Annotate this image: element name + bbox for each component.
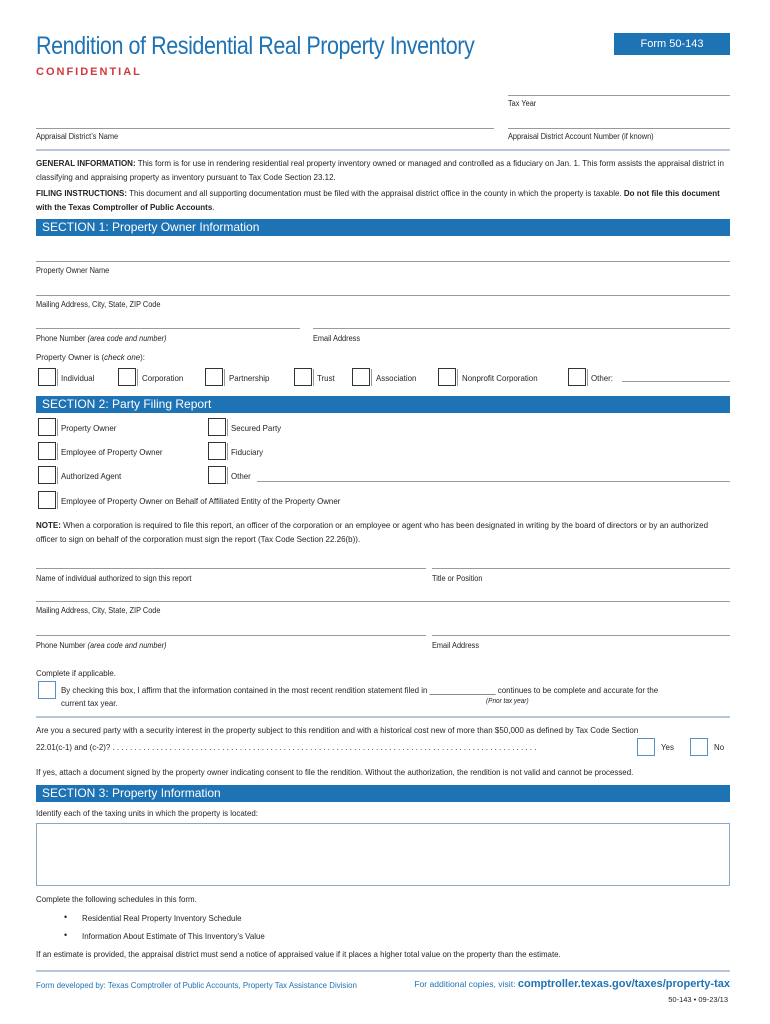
checkbox-other-party[interactable]: [208, 466, 226, 484]
option-fiduciary: Fiduciary: [231, 447, 264, 457]
option-authorized-agent: Authorized Agent: [61, 471, 122, 481]
corporation-note: [36, 518, 729, 546]
account-number-line[interactable]: [508, 128, 730, 129]
secured-question-line1: Are you a secured party with a security interest in the property subject to this rendition and with a historical cost new of more than $50,000 as defined by Tax Code Section: [36, 725, 639, 735]
bullet-icon: •: [64, 930, 68, 940]
section1-header: SECTION 1: Property Owner Information: [36, 219, 730, 236]
checkbox-other[interactable]: [568, 368, 586, 386]
signer-phone-label: Phone Number (area code and number): [36, 641, 167, 650]
owner-is-label: Property Owner is (check one):: [36, 352, 145, 362]
footer-copies: [414, 978, 730, 990]
divider: [227, 419, 228, 436]
confidential-label: CONFIDENTIAL: [36, 66, 142, 78]
option-affiliated-entity: Employee of Property Owner on Behalf of Affiliated Entity of the Property Owner: [61, 496, 341, 506]
section3-header: SECTION 3: Property Information: [36, 785, 730, 802]
divider: [57, 369, 58, 386]
option-nonprofit: Nonprofit Corporation: [462, 373, 538, 383]
footer-form-code: 50-143 • 09-23/13: [668, 995, 728, 1004]
account-number-label: Appraisal District Account Number (if known): [508, 132, 654, 141]
section2-header: SECTION 2: Party Filing Report: [36, 396, 730, 413]
signer-name-line[interactable]: [36, 568, 426, 569]
divider: [137, 369, 138, 386]
checkbox-corporation[interactable]: [118, 368, 136, 386]
checkbox-fiduciary[interactable]: [208, 442, 226, 460]
form-number-badge: Form 50-143: [614, 33, 730, 55]
divider: [227, 443, 228, 460]
checkbox-trust[interactable]: [294, 368, 312, 386]
tax-year-line[interactable]: [508, 95, 730, 96]
owner-name-label: Property Owner Name: [36, 266, 110, 275]
owner-name-line[interactable]: [36, 261, 730, 262]
filing-label: FILING INSTRUCTIONS:: [36, 188, 128, 198]
checkbox-affiliated-entity[interactable]: [38, 491, 56, 509]
divider: [57, 492, 58, 509]
taxing-units-textarea[interactable]: [36, 823, 730, 886]
option-employee-of-owner: Employee of Property Owner: [61, 447, 163, 457]
signer-email-label: Email Address: [432, 641, 480, 650]
footer-developed-by: Form developed by: Texas Comptroller of Public Accounts, Property Tax Assistance Division: [36, 980, 357, 990]
divider: [36, 149, 730, 151]
checkbox-nonprofit[interactable]: [438, 368, 456, 386]
form-title: Rendition of Residential Real Property Inventory: [36, 32, 475, 60]
no-label: No: [714, 742, 725, 752]
divider: [371, 369, 372, 386]
tax-year-label: Tax Year: [508, 99, 537, 108]
complete-schedules: Complete the following schedules in this form.: [36, 894, 197, 904]
option-secured-party: Secured Party: [231, 423, 282, 433]
bullet-icon: •: [64, 912, 68, 922]
checkbox-secured-party[interactable]: [208, 418, 226, 436]
divider: [457, 369, 458, 386]
divider: [313, 369, 314, 386]
owner-mailing-line[interactable]: [36, 295, 730, 296]
affirm-part-a: By checking this box, I affirm that the information contained in the most recent rendition statement filed in: [61, 685, 428, 695]
prior-tax-year-blank[interactable]: _______________: [429, 685, 496, 695]
checkbox-affirm[interactable]: [38, 681, 56, 699]
consent-note: If yes, attach a document signed by the property owner indicating consent to file the rendition. Without the authorization, the rendition is not valid and cannot be processed.: [36, 767, 634, 777]
divider: [57, 467, 58, 484]
filing-text: This document and all supporting documentation must be filed with the appraisal district office in the county in which the property is taxable.: [127, 188, 624, 198]
option-trust: Trust: [317, 373, 335, 383]
checkbox-property-owner[interactable]: [38, 418, 56, 436]
owner-email-line[interactable]: [313, 328, 730, 329]
note-label: NOTE:: [36, 520, 61, 530]
divider: [57, 419, 58, 436]
affirm-part-b: continues to be complete and accurate for the: [497, 685, 659, 695]
secured-party-question: [36, 723, 729, 737]
owner-phone-label: Phone Number (area code and number): [36, 334, 167, 343]
identify-taxing-units: Identify each of the taxing units in which the property is located:: [36, 808, 258, 818]
owner-phone-line[interactable]: [36, 328, 300, 329]
filing-bold: Do not file this document with the Texas Comptroller of Public Accounts: [36, 188, 720, 212]
prior-tax-year-label: (Prior tax year): [486, 698, 529, 705]
signer-phone-line[interactable]: [36, 635, 426, 636]
signer-name-label: Name of individual authorized to sign this report: [36, 574, 192, 583]
option-property-owner: Property Owner: [61, 423, 117, 433]
filing-instructions: [36, 186, 729, 214]
checkbox-employee-of-owner[interactable]: [38, 442, 56, 460]
checkbox-association[interactable]: [352, 368, 370, 386]
divider: [227, 467, 228, 484]
secured-question-line2: 22.01(c-1) and (c-2)? . . . . . . . . . . . . . . . . . . . . . . . . . . . . . . . . . . . . . . . . . . . . . . . . . . . . . . . . . . . . . . . . . . . . . . . . . . . . . . . . . . . . . . . . . . . . . . . . .: [36, 742, 537, 752]
filing-end: .: [212, 202, 215, 212]
title-position-line[interactable]: [432, 568, 730, 569]
checkbox-yes[interactable]: [637, 738, 655, 756]
option-association: Association: [376, 373, 417, 383]
owner-email-label: Email Address: [313, 334, 361, 343]
general-info-label: GENERAL INFORMATION:: [36, 158, 136, 168]
yes-label: Yes: [661, 742, 674, 752]
appraisal-district-name-line[interactable]: [36, 128, 494, 129]
note-text: When a corporation is required to file this report, an officer of the corporation or an employee or agent who has been designated in writing by the board of directors or by an authorized officer to sign on behalf of the corporation must sign the report (Tax Code Section 22.26(b)).: [36, 520, 709, 544]
complete-if-applicable: Complete if applicable.: [36, 668, 116, 678]
title-position-label: Title or Position: [432, 574, 483, 583]
affirm-text: [61, 685, 658, 695]
footer-copies-text: For additional copies, visit:: [414, 979, 518, 989]
divider: [36, 970, 730, 972]
other-owner-type-line[interactable]: [622, 381, 730, 382]
signer-email-line[interactable]: [432, 635, 730, 636]
option-other: Other:: [591, 373, 613, 383]
schedule-item: Residential Real Property Inventory Schedule: [82, 913, 242, 923]
schedule-item: Information About Estimate of This Inventory’s Value: [82, 931, 265, 941]
general-information: [36, 156, 729, 184]
divider: [224, 369, 225, 386]
option-partnership: Partnership: [229, 373, 270, 383]
option-corporation: Corporation: [142, 373, 184, 383]
owner-mailing-label: Mailing Address, City, State, ZIP Code: [36, 300, 161, 309]
divider: [57, 443, 58, 460]
other-party-line[interactable]: [257, 481, 730, 482]
checkbox-partnership[interactable]: [205, 368, 223, 386]
affirm-current-tax-year: current tax year.: [61, 698, 118, 708]
option-other-party: Other: [231, 471, 251, 481]
divider: [36, 716, 730, 718]
checkbox-authorized-agent[interactable]: [38, 466, 56, 484]
estimate-note: If an estimate is provided, the appraisal district must send a notice of appraised value if it places a higher total value on the property than the estimate.: [36, 949, 561, 959]
footer-url-link[interactable]: comptroller.texas.gov/taxes/property-tax: [517, 978, 730, 990]
appraisal-district-name-label: Appraisal District’s Name: [36, 132, 119, 141]
checkbox-no[interactable]: [690, 738, 708, 756]
divider: [587, 369, 588, 386]
signer-mailing-label: Mailing Address, City, State, ZIP Code: [36, 606, 161, 615]
general-info-text: This form is for use in rendering residential real property inventory owned or managed and controlled as a fiduciary on Jan. 1. This form assists the appraisal district in classifying and appraising property as inventory pursuant to Tax Code Section 23.12.: [36, 158, 724, 182]
signer-mailing-line[interactable]: [36, 601, 730, 602]
option-individual: Individual: [61, 373, 95, 383]
checkbox-individual[interactable]: [38, 368, 56, 386]
